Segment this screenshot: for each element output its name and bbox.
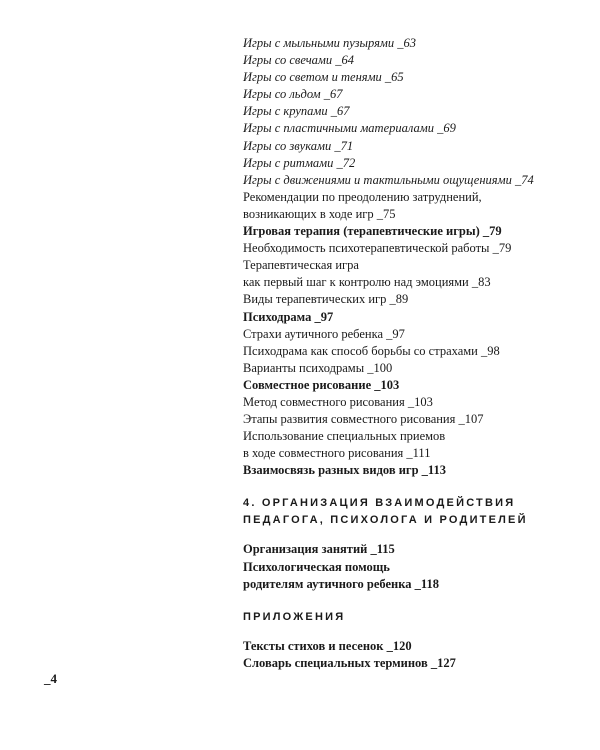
toc-entry: Психологическая помощь xyxy=(243,559,390,574)
toc-entry: Игры со светом и тенями _65 xyxy=(243,70,404,85)
section-gap xyxy=(243,626,583,638)
page-number: _4 xyxy=(44,671,57,686)
toc-entry: Игры со звуками _71 xyxy=(243,138,354,153)
toc-entry: Игры с ритмами _72 xyxy=(243,155,356,170)
toc-entry: родителям аутичного ребенка _118 xyxy=(243,576,439,591)
table-of-contents xyxy=(243,35,583,672)
toc-entry: Метод совместного рисования _103 xyxy=(243,394,433,409)
toc-entry: Игры с крупами _67 xyxy=(243,104,350,119)
toc-entry: Этапы развития совместного рисования _107 xyxy=(243,412,484,427)
appendix-section xyxy=(243,609,583,672)
toc-entry: Игры с пластичными материалами _69 xyxy=(243,121,456,136)
toc-entry: Варианты психодрамы _100 xyxy=(243,360,393,375)
appendix-heading: ПРИЛОЖЕНИЯ xyxy=(243,610,346,623)
toc-entry: Взаимосвязь разных видов игр _113 xyxy=(243,463,446,478)
toc-entry: Игры со льдом _67 xyxy=(243,87,343,102)
toc-entry: Страхи аутичного ребенка _97 xyxy=(243,326,405,341)
toc-entry: Совместное рисование _103 xyxy=(243,377,400,392)
toc-entry: Использование специальных приемов xyxy=(243,429,446,444)
toc-entry: Игры со свечами _64 xyxy=(243,53,355,68)
toc-entries-part1 xyxy=(243,35,583,479)
toc-entry: как первый шаг к контролю над эмоциями _83 xyxy=(243,275,491,290)
toc-entry: Терапевтическая игра xyxy=(243,258,359,273)
appendix-entries xyxy=(243,638,583,672)
toc-entry: Организация занятий _115 xyxy=(243,542,395,557)
toc-entry: Психодрама _97 xyxy=(243,309,334,324)
toc-entry: Игровая терапия (терапевтические игры) _79 xyxy=(243,224,502,239)
toc-entry: Рекомендации по преодолению затруднений, xyxy=(243,189,482,204)
section-4-entries xyxy=(243,541,583,592)
toc-entry: Психодрама как способ борьбы со страхами _98 xyxy=(243,343,500,358)
toc-entry: Виды терапевтических игр _89 xyxy=(243,292,409,307)
toc-entry: Игры с мыльными пузырями _63 xyxy=(243,36,416,50)
toc-entry: Словарь специальных терминов _127 xyxy=(243,655,456,670)
section-gap xyxy=(243,479,583,495)
toc-entry: Игры с движениями и тактильными ощущениями _74 xyxy=(243,172,534,187)
section-gap xyxy=(243,593,583,609)
toc-entry: возникающих в ходе игр _75 xyxy=(243,206,396,221)
toc-entry: Необходимость психотерапевтической работы _79 xyxy=(243,241,512,256)
section-4-heading-line1: 4. ОРГАНИЗАЦИЯ ВЗАИМОДЕЙСТВИЯ xyxy=(243,497,516,510)
toc-entry: Тексты стихов и песенок _120 xyxy=(243,638,412,653)
toc-entry: в ходе совместного рисования _111 xyxy=(243,446,431,461)
section-4-heading-line2: ПЕДАГОГА, ПСИХОЛОГА И РОДИТЕЛЕЙ xyxy=(243,514,528,527)
section-gap xyxy=(243,529,583,541)
section-4 xyxy=(243,495,583,592)
